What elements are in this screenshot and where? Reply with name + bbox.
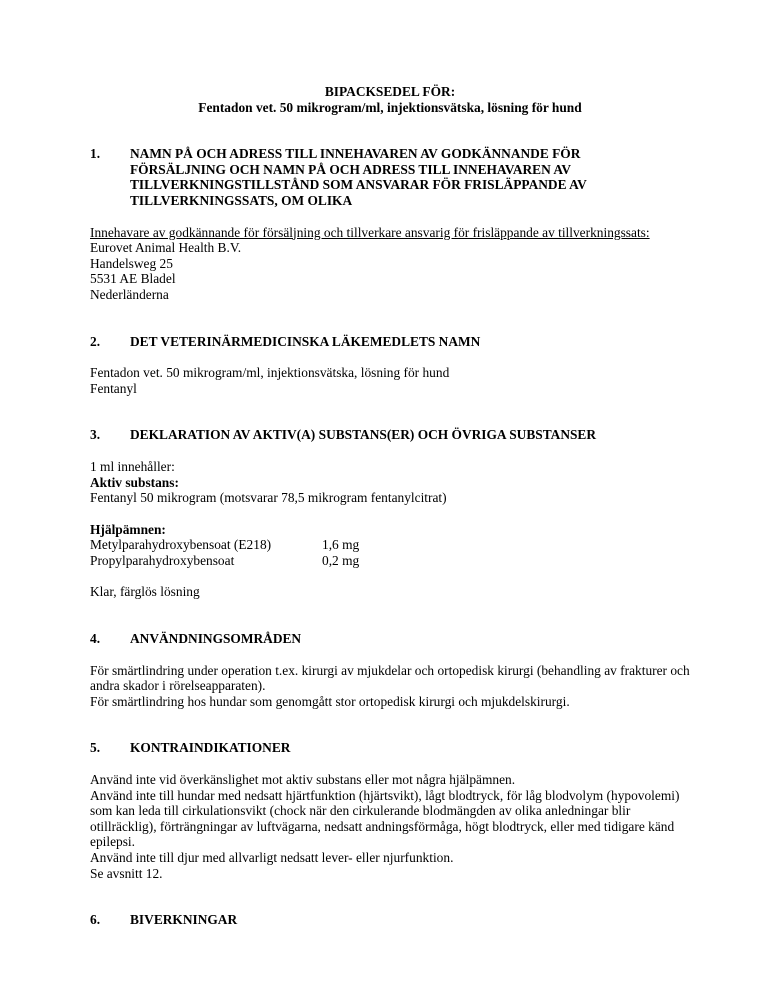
excipient-name: Metylparahydroxybensoat (E218) [90, 537, 272, 553]
title-line-2: Fentadon vet. 50 mikrogram/ml, injektionsvätska, lösning för hund [198, 99, 582, 115]
section-4 [90, 631, 690, 709]
contains-label: 1 ml innehåller: [90, 458, 175, 474]
section-4-number: 4. [90, 631, 101, 647]
title-line-1: BIPACKSEDEL FÖR: [324, 84, 456, 99]
section-5-number: 5. [90, 740, 101, 756]
appearance-text: Klar, färglös lösning [90, 584, 200, 600]
mah-label: Innehavare av godkännande för försäljning och tillverkare ansvarig för frisläppande av tillverkningssats: [90, 224, 650, 240]
excipient-amount: 0,2 mg [322, 552, 360, 568]
section-6-number: 6. [90, 912, 101, 928]
section-2-title: DET VETERINÄRMEDICINSKA LÄKEMEDLETS NAMN [130, 333, 481, 349]
company-city: 5531 AE Bladel [90, 271, 176, 287]
section-6-title: BIVERKNINGAR [130, 912, 238, 928]
excipient-row [90, 537, 690, 553]
company-street: Handelsweg 25 [90, 255, 173, 271]
excipient-amount: 1,6 mg [322, 537, 360, 553]
indication-paragraph: För smärtlindring hos hundar som genomgått stor ortopedisk kirurgi och mjukdelskirurgi. [90, 693, 570, 709]
section-4-title: ANVÄNDNINGSOMRÅDEN [130, 631, 302, 647]
section-3 [90, 427, 690, 600]
section-2-heading [90, 334, 690, 350]
contraindication-paragraph: Använd inte till hundar med nedsatt hjärtfunktion (hjärtsvikt), lågt blodtryck, för låg blodvolym (hypovolemi) som kan leda till cirkulationsvikt (chock när den cirkulerande blodmängden av olika anledningar blir otillräcklig), förträngningar av luftvägarna, nedsatt andningsförmåga, högt blodtryck, eller med tidigare känd epilepsi. [90, 787, 680, 850]
section-5-heading [90, 740, 690, 756]
section-2-number: 2. [90, 333, 101, 349]
section-1 [90, 146, 690, 302]
section-5-title: KONTRAINDIKATIONER [130, 740, 291, 756]
excipients-label: Hjälpämnen: [90, 521, 166, 537]
company-country: Nederländerna [90, 286, 169, 302]
section-4-heading [90, 631, 690, 647]
section-6 [90, 912, 690, 928]
product-name: Fentadon vet. 50 mikrogram/ml, injektionsvätska, lösning för hund [90, 365, 450, 381]
section-5 [90, 740, 690, 881]
excipient-name: Propylparahydroxybensoat [90, 552, 235, 568]
document-title [90, 84, 690, 115]
active-substance-value: Fentanyl 50 mikrogram (motsvarar 78,5 mikrogram fentanylcitrat) [90, 490, 447, 506]
section-3-title: DEKLARATION AV AKTIV(A) SUBSTANS(ER) OCH ÖVRIGA SUBSTANSER [130, 427, 597, 443]
section-2 [90, 334, 690, 397]
contraindication-paragraph: Använd inte vid överkänslighet mot aktiv substans eller mot några hjälpämnen. [90, 772, 516, 788]
excipient-row [90, 553, 690, 569]
company-name: Eurovet Animal Health B.V. [90, 240, 242, 256]
active-substance-name: Fentanyl [90, 380, 137, 396]
section-6-heading [90, 912, 690, 928]
active-substance-label: Aktiv substans: [90, 474, 179, 490]
section-3-heading [90, 427, 690, 443]
section-1-number: 1. [90, 146, 101, 162]
section-reference: Se avsnitt 12. [90, 865, 163, 881]
section-3-number: 3. [90, 427, 101, 443]
indication-paragraph: För smärtlindring under operation t.ex. kirurgi av mjukdelar och ortopedisk kirurgi (behandling av frakturer och andra skador i rörelseapparaten). [90, 662, 690, 694]
contraindication-paragraph: Använd inte till djur med allvarligt nedsatt lever- eller njurfunktion. [90, 850, 454, 865]
section-1-heading [90, 146, 690, 208]
leaflet-page [90, 84, 690, 928]
section-1-title: NAMN PÅ OCH ADRESS TILL INNEHAVAREN AV GODKÄNNANDE FÖR FÖRSÄLJNING OCH NAMN PÅ OCH ADRESS TILL INNEHAVAREN AV TILLVERKNINGSTILLSTÅND SOM ANSVARAR FÖR FRISLÄPPANDE AV TILLVERKNINGSSATS, OM OLIKA [130, 146, 587, 208]
